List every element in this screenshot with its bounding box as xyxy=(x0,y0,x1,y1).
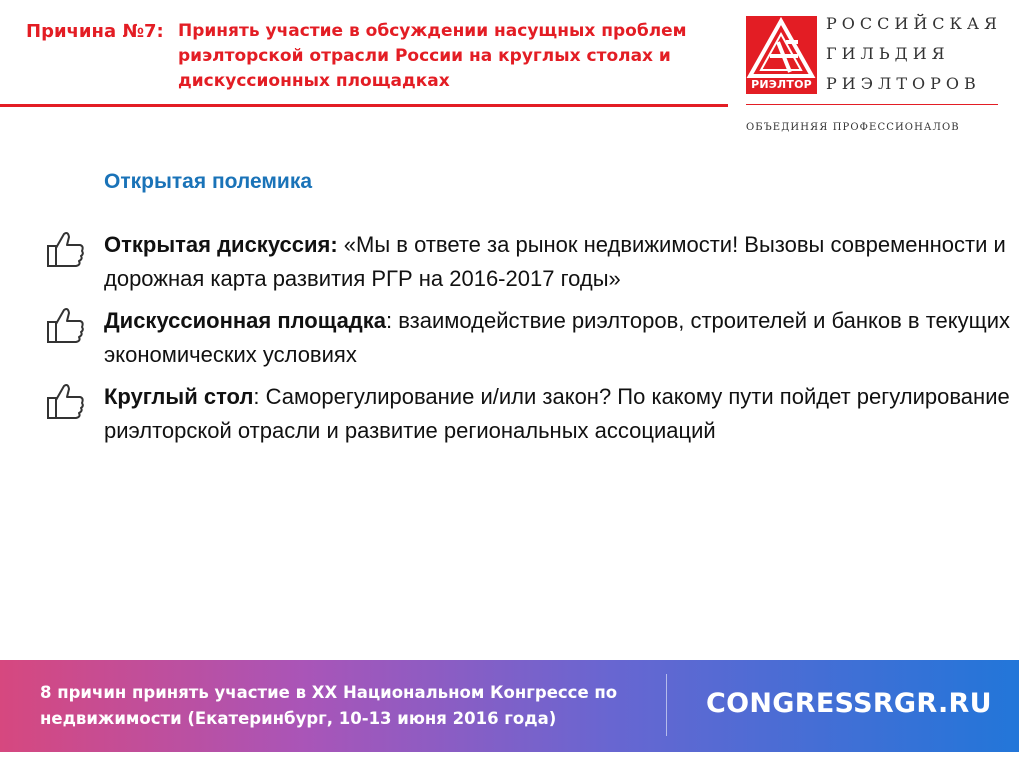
logo-line-1: РОССИЙСКАЯ xyxy=(826,14,1002,33)
thumbs-up-icon xyxy=(44,380,86,422)
bullet-item xyxy=(44,304,1014,372)
bullet-item xyxy=(44,228,1014,296)
reason-label: Причина №7: xyxy=(26,21,164,42)
bullet-text: : Саморегулирование и/или закон? По какому пути пойдет регулирование риэлторской отрасли и развитие региональных ассоциаций xyxy=(104,384,1010,443)
footer-text: 8 причин принять участие в XX Национальном Конгрессе по недвижимости (Екатеринбург, 10-13 июня 2016 года) xyxy=(40,683,618,728)
bullet-text: «Мы в ответе за рынок недвижимости! Вызовы современности и дорожная карта развития РГР на 2016-2017 годы» xyxy=(104,232,1006,291)
bullet-item xyxy=(44,380,1014,448)
thumbs-up-icon xyxy=(44,304,86,346)
header-divider xyxy=(0,104,728,107)
bullet-text: : взаимодействие риэлторов, строителей и банков в текущих экономических условиях xyxy=(104,308,1011,367)
footer-divider xyxy=(666,674,667,736)
section-heading: Открытая полемика xyxy=(104,170,313,193)
bullet-title: Дискуссионная площадка xyxy=(104,308,387,333)
thumbs-up-icon xyxy=(44,228,86,270)
bullet-title: Открытая дискуссия: xyxy=(104,232,338,257)
logo-divider xyxy=(746,104,998,105)
logo-line-2: ГИЛЬДИЯ xyxy=(826,44,950,63)
slide-footer xyxy=(0,660,1019,752)
footer-site-link[interactable]: CONGRESSRGR.RU xyxy=(706,688,992,719)
bullet-list xyxy=(44,228,1014,456)
logo-mark-text: РИЭЛТОР xyxy=(751,78,812,91)
slide-header xyxy=(0,0,1019,150)
reason-title: Принять участие в обсуждении насущных проблем риэлторской отрасли России на круглых столах и дискуссионных площадках xyxy=(178,21,687,91)
logo-line-3: РИЭЛТОРОВ xyxy=(826,74,981,93)
rgr-logo-mark xyxy=(746,16,817,94)
logo-tagline: ОБЪЕДИНЯЯ ПРОФЕССИОНАЛОВ xyxy=(746,122,960,133)
bullet-title: Круглый стол xyxy=(104,384,254,409)
